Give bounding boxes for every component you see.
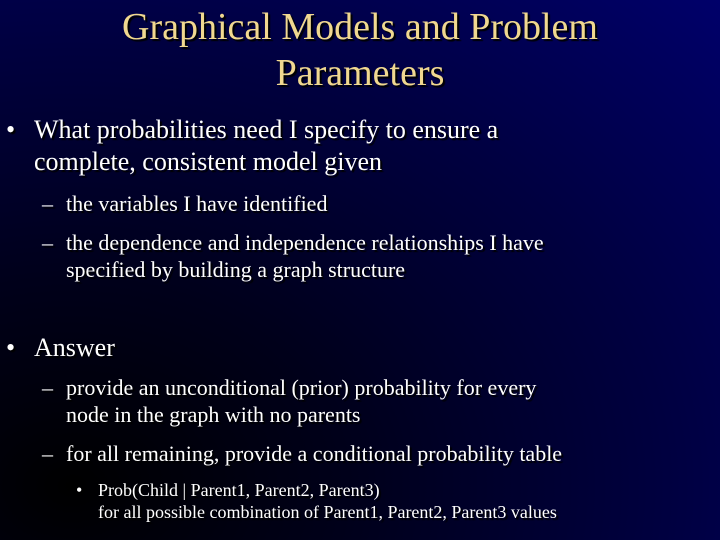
sub-sub-bullet-prob-line-1: Prob(Child | Parent1, Parent2, Parent3) <box>98 480 380 500</box>
sub-bullet-unconditional-line-2: node in the graph with no parents <box>66 402 361 427</box>
sub-bullet-dependence-line-2: specified by building a graph structure <box>66 257 406 282</box>
bullet-question-text <box>34 114 714 178</box>
title-line-1: Graphical Models and Problem <box>122 6 598 48</box>
bullet-answer-text <box>34 332 714 364</box>
sub-sub-bullet-prob-line-2: for all possible combination of Parent1, Parent2, Parent3 values <box>98 502 557 522</box>
dash-mark: – <box>42 191 53 216</box>
sub-bullet-conditional-text <box>66 440 716 467</box>
sub-bullet-variables-text <box>66 190 716 217</box>
bullet-mark: • <box>6 333 16 362</box>
sub-bullet-unconditional-line-1: provide an unconditional (prior) probability for every <box>66 375 537 400</box>
bullet-mark: • <box>76 480 83 500</box>
sub-bullet-unconditional-text <box>66 374 716 428</box>
sub-bullet-dependence-text <box>66 229 716 283</box>
slide-title <box>0 4 720 96</box>
dash-mark: – <box>42 375 53 400</box>
bullet-answer-line-1: Answer <box>34 333 115 362</box>
dash-mark: – <box>42 441 53 466</box>
sub-bullet-dependence-line-1: the dependence and independence relationships I have <box>66 230 544 255</box>
sub-bullet-conditional-line-1: for all remaining, provide a conditional probability table <box>66 441 563 466</box>
title-line-2: Parameters <box>275 52 445 94</box>
bullet-question-line-2: complete, consistent model given <box>34 147 383 176</box>
sub-sub-bullet-prob-text <box>98 479 720 523</box>
bullet-mark: • <box>6 115 16 144</box>
dash-mark: – <box>42 230 53 255</box>
sub-bullet-variables-line-1: the variables I have identified <box>66 191 328 216</box>
bullet-question-line-1: What probabilities need I specify to ensure a <box>34 115 499 144</box>
